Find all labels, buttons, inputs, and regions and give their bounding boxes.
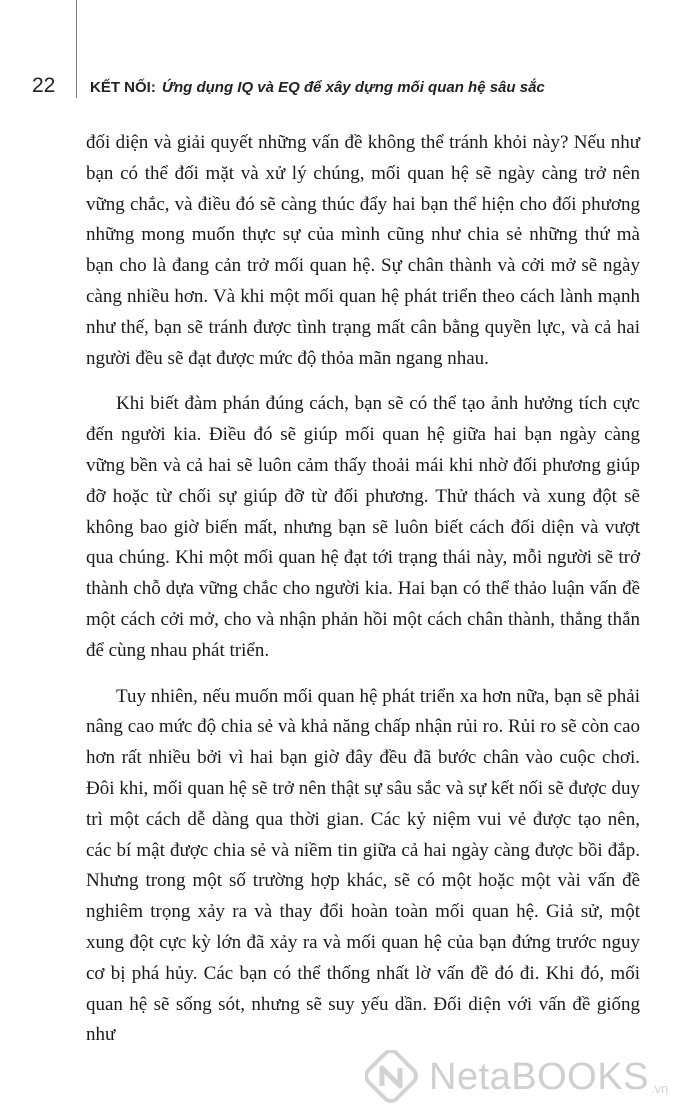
paragraph-3: Tuy nhiên, nếu muốn mối quan hệ phát triển xa hơn nữa, bạn sẽ phải nâng cao mức độ chia sẻ và khả năng chấp nhận rủi ro. Rủi ro sẽ còn cao hơn rất nhiều bởi vì hai bạn giờ đây đều đã bước chân vào cuộc chơi. Đôi khi, mối quan hệ sẽ trở nên thật sự sâu sắc và sự kết nối sẽ được duy trì một cách dễ dàng qua thời gian. Các kỷ niệm vui vẻ được tạo nên, các bí mật được chia sẻ và niềm tin giữa cả hai ngày càng được bồi đắp. Nhưng trong một số trường hợp khác, sẽ có một hoặc một vài vấn đề nghiêm trọng xảy ra và thay đổi hoàn toàn mối quan hệ. Giả sử, một xung đột cực kỳ lớn đã xảy ra và mối quan hệ của bạn đứng trước nguy cơ bị phá hủy. Các bạn có thể thống nhất lờ vấn đề đó đi. Khi đó, mối quan hệ sẽ sống sót, nhưng sẽ suy yếu dần. Đối diện với vấn đề giống như	[86, 685, 640, 1046]
watermark-suffix: .vn	[650, 1081, 669, 1096]
netabooks-logo-icon	[365, 1050, 421, 1104]
body-text	[86, 128, 640, 1066]
paragraph-1: đối diện và giải quyết những vấn đề không thể tránh khỏi này? Nếu như bạn có thể đối mặt và xử lý chúng, mối quan hệ sẽ ngày càng trở nên vững chắc, và điều đó sẽ càng thúc đẩy hai bạn thể hiện cho đối phương những mong muốn thực sự của mình cũng như chia sẻ những thứ mà bạn cho là đang cản trở mối quan hệ. Sự chân thành và cởi mở sẽ ngày càng nhiều hơn. Và khi một mối quan hệ phát triển theo cách lành mạnh như thế, bạn sẽ tránh được tình trạng mất cân bằng quyền lực, và cả hai người đều sẽ đạt được mức độ thỏa mãn ngang nhau.	[86, 132, 640, 369]
page-number: 22	[32, 74, 56, 97]
book-series-title: KẾT NỐI	[90, 79, 151, 96]
running-header	[32, 74, 545, 104]
netabooks-watermark	[365, 1050, 668, 1104]
watermark-brand: NetaBOOKS	[429, 1055, 649, 1098]
book-subtitle: Ứng dụng IQ và EQ để xây dựng mối quan hệ sâu sắc	[161, 79, 545, 96]
header-colon: :	[150, 79, 156, 96]
paragraph-2: Khi biết đàm phán đúng cách, bạn sẽ có thể tạo ảnh hưởng tích cực đến người kia. Điều đó sẽ giúp mối quan hệ giữa hai bạn ngày càng vững bền và cả hai sẽ luôn cảm thấy thoải mái khi nhờ đối phương giúp đỡ hoặc từ chối sự giúp đỡ từ đối phương. Thử thách và xung đột sẽ không bao giờ biến mất, nhưng bạn sẽ luôn biết cách đối diện và vượt qua chúng. Khi một mối quan hệ đạt tới trạng thái này, mỗi người sẽ trở thành chỗ dựa vững chắc cho người kia. Hai bạn có thể thảo luận vấn đề một cách cởi mở, cho và nhận phản hồi một cách chân thành, thẳng thắn để cùng nhau phát triển.	[86, 393, 640, 661]
